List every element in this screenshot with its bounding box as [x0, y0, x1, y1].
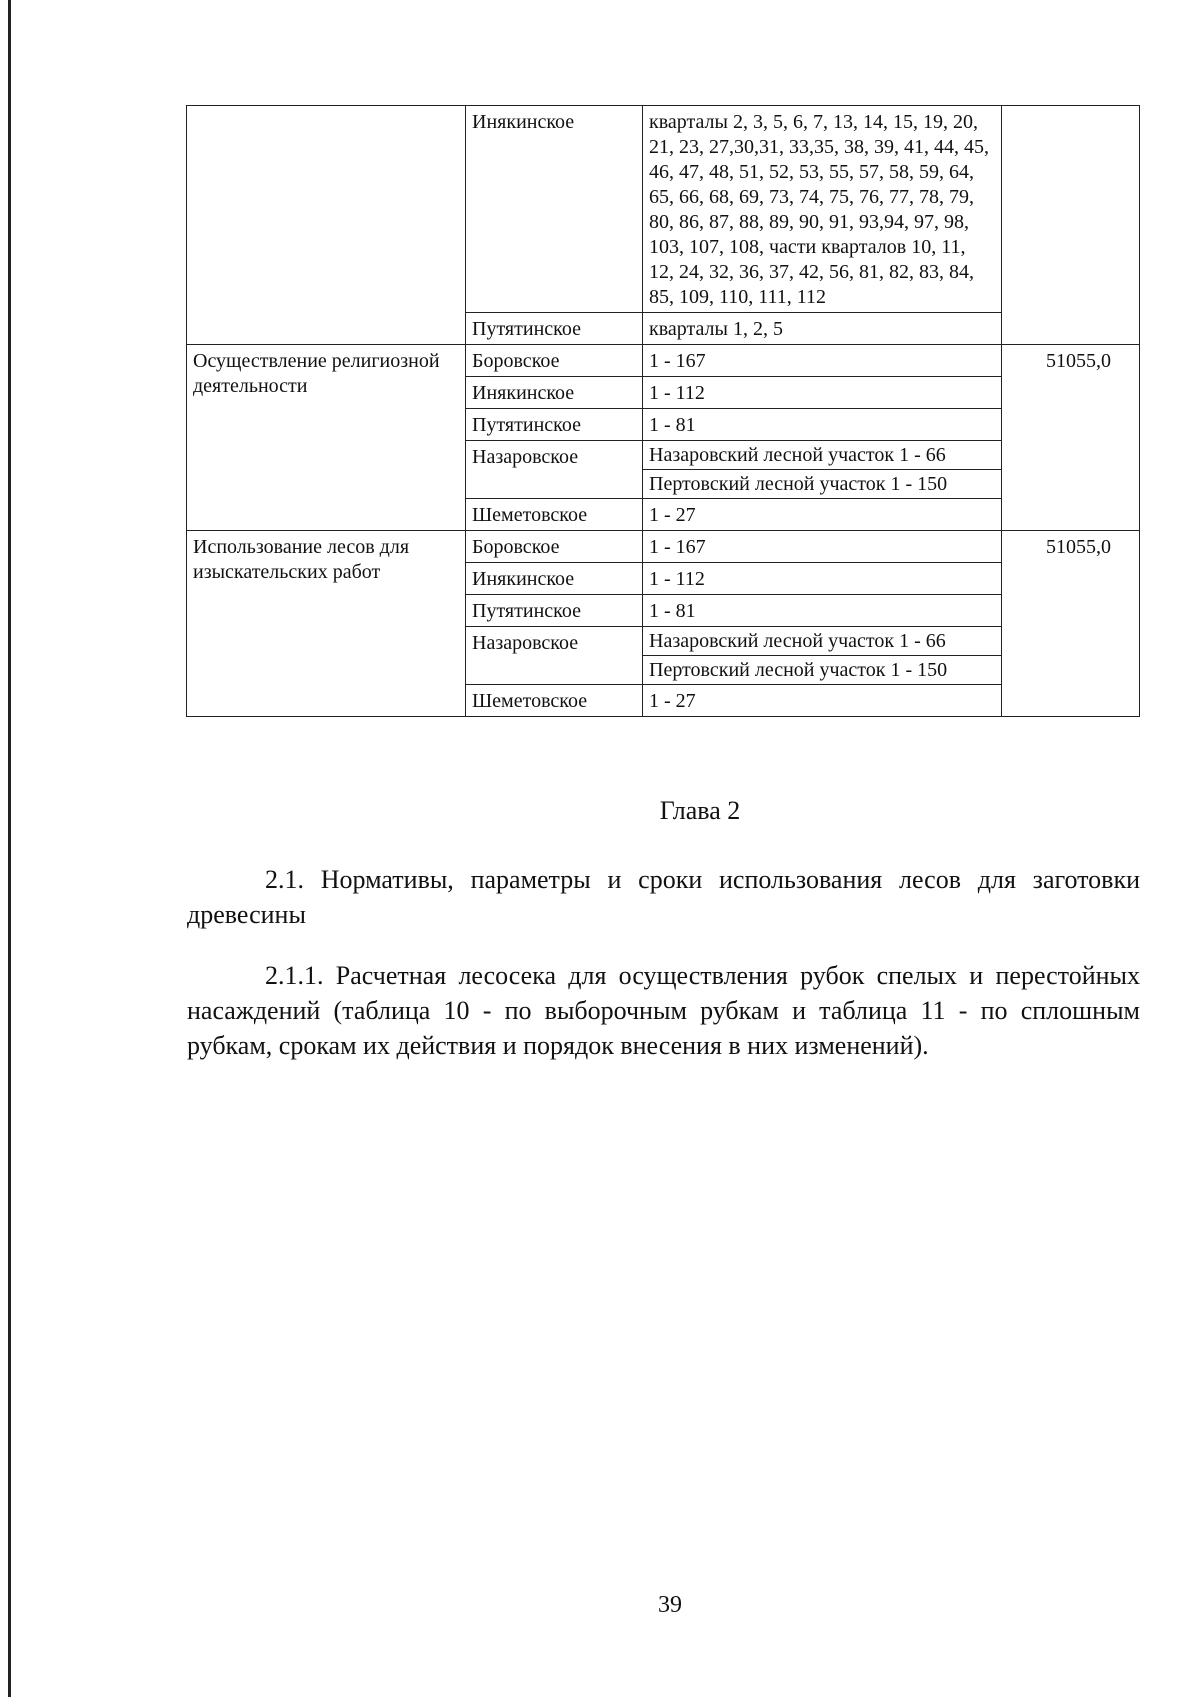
quarters-cell: 1 - 112 — [643, 377, 1002, 409]
page-number: 39 — [658, 1592, 682, 1618]
quarters-cell: 1 - 27 — [643, 499, 1002, 531]
quarters-cell: 1 - 112 — [643, 563, 1002, 595]
chapter-heading: Глава 2 — [659, 796, 741, 825]
forestry-cell: Инякинское — [466, 563, 643, 595]
forestry-cell: Боровское — [466, 345, 643, 377]
forestry-cell: Шеметовское — [466, 499, 643, 531]
quarters-cell: кварталы 2, 3, 5, 6, 7, 13, 14, 15, 19, 20, 21, 23, 27,30,31, 33,35, 38, 39, 41, 44, 45, 46, 47, 48, 51, 52, 53, 55, 57, 58, 59, 64, 65, 66, 68, 69, 73, 74, 75, 76, 77, 78, 79, 80, 86, 87, 88, 89, 90, 91, 93,94, 97, 98, 103, 107, 108, части кварталов 10, 11, 12, 24, 32, 36, 37, 42, 56, 81, 82, 83, 84, 85, 109, 110, 111, 112 — [643, 106, 1002, 313]
scan-edge-line — [8, 0, 11, 1697]
quarters-cell: Пертовский лесной участок 1 - 150 — [643, 656, 1002, 685]
activity-cell-empty — [187, 106, 466, 345]
quarters-cell: 1 - 27 — [643, 685, 1002, 717]
table-row — [187, 345, 1140, 377]
area-cell: 51055,0 — [1002, 531, 1140, 717]
quarters-cell: 1 - 81 — [643, 409, 1002, 441]
activity-cell: Осуществление религиозной деятельности — [187, 345, 466, 531]
forestry-cell: Путятинское — [466, 313, 643, 345]
area-cell: 51055,0 — [1002, 345, 1140, 531]
forestry-cell: Назаровское — [466, 441, 643, 499]
forestry-cell: Инякинское — [466, 106, 643, 313]
quarters-cell: Назаровский лесной участок 1 - 66 — [643, 627, 1002, 656]
table-row — [187, 106, 1140, 313]
forestry-cell: Боровское — [466, 531, 643, 563]
table-row — [187, 531, 1140, 563]
forest-use-table — [186, 105, 1140, 717]
body-paragraph: 2.1.1. Расчетная лесосека для осуществления рубок спелых и перестойных насаждений (таблица 10 - по выборочным рубкам и таблица 11 - по сплошным рубкам, срокам их действия и порядок внесения в них изменений). — [187, 961, 1140, 1060]
activity-cell: Использование лесов для изыскательских работ — [187, 531, 466, 717]
quarters-cell: Назаровский лесной участок 1 - 66 — [643, 441, 1002, 470]
quarters-cell: Пертовский лесной участок 1 - 150 — [643, 470, 1002, 499]
quarters-cell: 1 - 167 — [643, 345, 1002, 377]
forestry-cell: Инякинское — [466, 377, 643, 409]
forestry-cell: Назаровское — [466, 627, 643, 685]
forestry-cell: Шеметовское — [466, 685, 643, 717]
quarters-cell: 1 - 167 — [643, 531, 1002, 563]
forestry-cell: Путятинское — [466, 595, 643, 627]
section-heading: 2.1. Нормативы, параметры и сроки использования лесов для заготовки древесины — [187, 865, 1140, 929]
quarters-cell: кварталы 1, 2, 5 — [643, 313, 1002, 345]
forestry-cell: Путятинское — [466, 409, 643, 441]
area-cell-empty — [1002, 106, 1140, 345]
quarters-cell: 1 - 81 — [643, 595, 1002, 627]
